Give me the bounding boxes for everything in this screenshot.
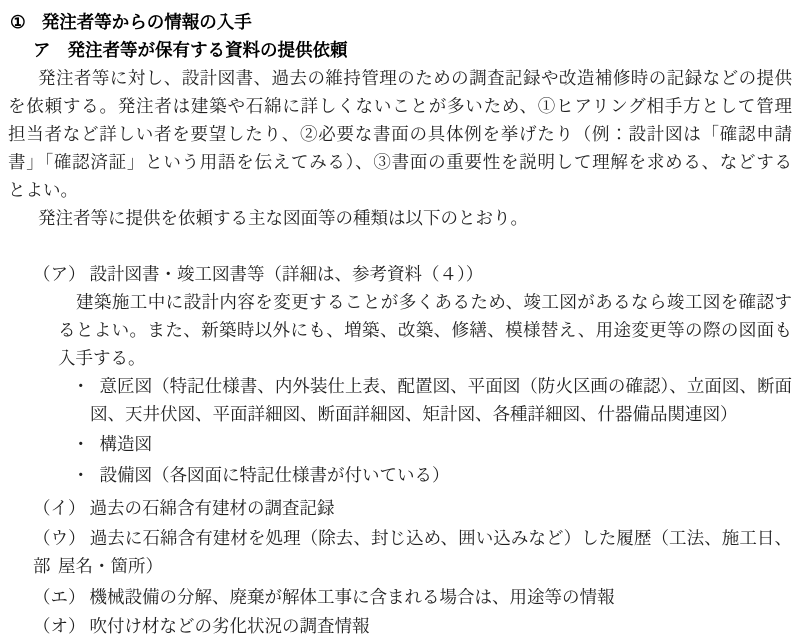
item-e-marker: （エ） [33,587,86,607]
bullet-item-design-drawings [72,372,792,400]
subheading-document-request [33,36,800,64]
item-u-text-line-2: 屋名・箇所） [58,556,163,576]
subheading-document-request-label: 発注者等が保有する資料の提供依頼 [67,40,348,60]
item-i-marker: （イ） [33,498,86,518]
intro-paragraph-line-4: 書」「確認済証」という用語を伝えてみる）、③書面の重要性を説明して理解を求める、などする [8,152,792,172]
item-i-text: 過去の石綿含有建材の調査記録 [89,498,335,518]
item-u-text-line-1: 過去に石綿含有建材を処理（除去、封じ込め、囲い込みなど）した履歴（工法、施工日、部 [33,528,792,576]
item-e-text: 機械設備の分解、廃棄が解体工事に含まれる場合は、用途等の情報 [89,587,615,607]
bullet-marker: ・ [72,434,90,454]
bullet-design-drawings-line-1: 意匠図（特記仕様書、内外装仕上表、配置図、平面図（防火区画の確認）、立面図、断面 [99,376,792,396]
intro-paragraph-line-1: 発注者等に対し、設計図書、過去の維持管理のための調査記録や改造補修時の記録などの提供 [38,68,792,88]
item-a-marker: （ア） [33,264,86,284]
heading-info-acquisition [10,8,800,36]
item-i-line [33,494,800,522]
bullet-structural-drawings-label: 構造図 [99,434,152,454]
bullet-equipment-drawings-label: 設備図（各図面に特記仕様書が付いている） [99,465,450,485]
item-a-heading [33,260,800,288]
bullet-item-structural-drawings [72,430,792,458]
item-a-title: 設計図書・竣工図書等（詳細は、参考資料（４）） [89,264,484,284]
kana-marker: ア [33,40,51,60]
item-e-line [33,583,800,611]
item-o-marker: （オ） [33,616,86,636]
heading-info-acquisition-label: 発注者等からの情報の入手 [41,12,252,32]
lead-sentence: 発注者等に提供を依頼する主な図面等の種類は以下のとおり。 [38,208,528,228]
item-a-body-line-3: 入手する。 [58,348,146,368]
item-o-text: 吹付け材などの劣化状況の調査情報 [89,616,370,636]
intro-paragraph-line-2: を依頼する。発注者は建築や石綿に詳しくないことが多いため、①ヒアリング相手方として管理 [8,96,792,116]
item-a-body-line-2: るとよい。また、新築時以外にも、増築、改築、修繕、模様替え、用途変更等の際の図面も [58,320,792,340]
bullet-marker: ・ [72,376,90,396]
bullet-design-drawings-line-2: 図、天井伏図、平面詳細図、断面詳細図、矩計図、各種詳細図、什器備品関連図） [90,404,738,424]
item-o-line [33,612,800,640]
item-a-body-line-1: 建築施工中に設計内容を変更することが多くあるため、竣工図があるなら竣工図を確認す [76,292,792,312]
item-u-marker: （ウ） [33,528,86,548]
intro-paragraph-line-3: 担当者など詳しい者を要望したり、②必要な書面の具体例を挙げたり（例：設計図は「確認申請 [8,124,792,144]
intro-paragraph-line-5: とよい。 [8,180,78,200]
circled-number-marker: ① [10,12,26,32]
bullet-item-equipment-drawings [72,461,792,489]
bullet-marker: ・ [72,465,90,485]
